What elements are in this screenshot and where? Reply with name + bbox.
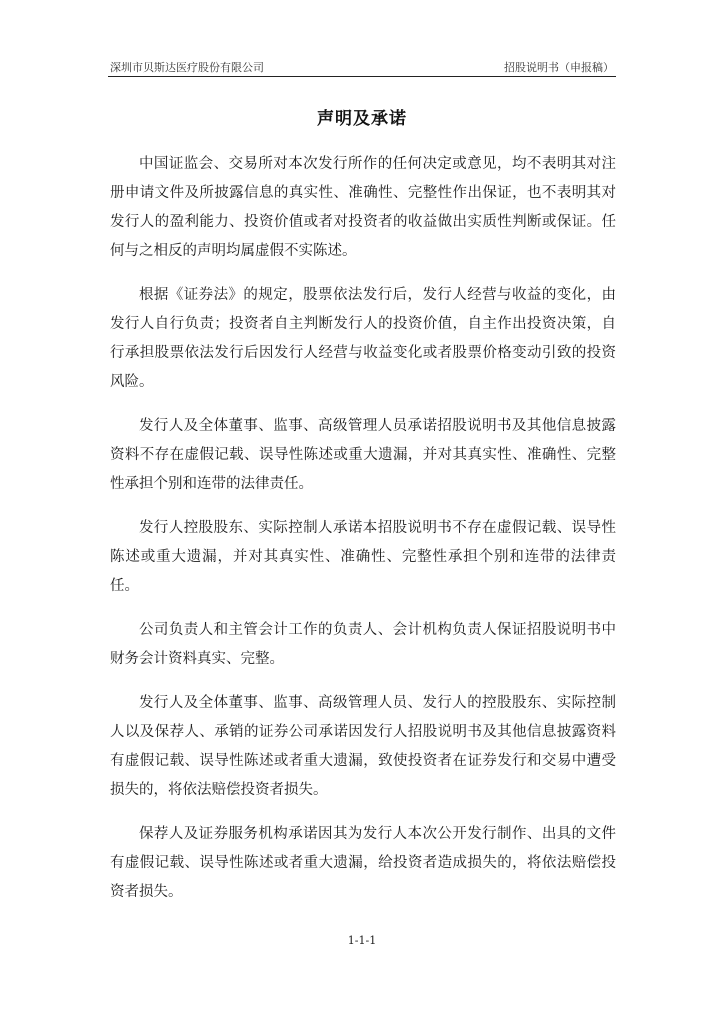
paragraph-5: 公司负责人和主管会计工作的负责人、会计机构负责人保证招股说明书中财务会计资料真实、完整。 xyxy=(110,622,616,667)
paragraph-1: 中国证监会、交易所对本次发行所作的任何决定或意见，均不表明其对注册申请文件及所披露信息的真实性、准确性、完整性作出保证，也不表明其对发行人的盈利能力、投资价值或者对投资者的收益做出实质性判断或保证。任何与之相反的声明均属虚假不实陈述。 xyxy=(110,156,616,259)
paragraph-6: 发行人及全体董事、监事、高级管理人员、发行人的控股股东、实际控制人以及保荐人、承销的证券公司承诺因发行人招股说明书及其他信息披露资料有虚假记载、误导性陈述或者重大遗漏，致使投资者在证券发行和交易中遭受损失的，将依法赔偿投资者损失。 xyxy=(110,695,616,798)
header-company-name: 深圳市贝斯达医疗股份有限公司 xyxy=(110,61,264,74)
page-number: 1-1-1 xyxy=(347,934,377,947)
paragraph-3: 发行人及全体董事、监事、高级管理人员承诺招股说明书及其他信息披露资料不存在虚假记载、误导性陈述或重大遗漏，并对其真实性、准确性、完整性承担个别和连带的法律责任。 xyxy=(110,418,616,492)
paragraph-4: 发行人控股股东、实际控制人承诺本招股说明书不存在虚假记载、误导性陈述或重大遗漏，并对其真实性、准确性、完整性承担个别和连带的法律责任。 xyxy=(110,520,616,594)
header-divider xyxy=(108,76,616,77)
page-title: 声明及承诺 xyxy=(317,109,407,129)
paragraph-7: 保荐人及证券服务机构承诺因其为发行人本次公开发行制作、出具的文件有虚假记载、误导性陈述或者重大遗漏，给投资者造成损失的，将依法赔偿投资者损失。 xyxy=(110,826,616,900)
header-document-type: 招股说明书（申报稿） xyxy=(504,61,614,74)
paragraph-2: 根据《证券法》的规定，股票依法发行后，发行人经营与收益的变化，由发行人自行负责；投资者自主判断发行人的投资价值，自主作出投资决策，自行承担股票依法发行后因发行人经营与收益变化或者股票价格变动引致的投资风险。 xyxy=(110,287,616,390)
document-body xyxy=(110,150,616,922)
